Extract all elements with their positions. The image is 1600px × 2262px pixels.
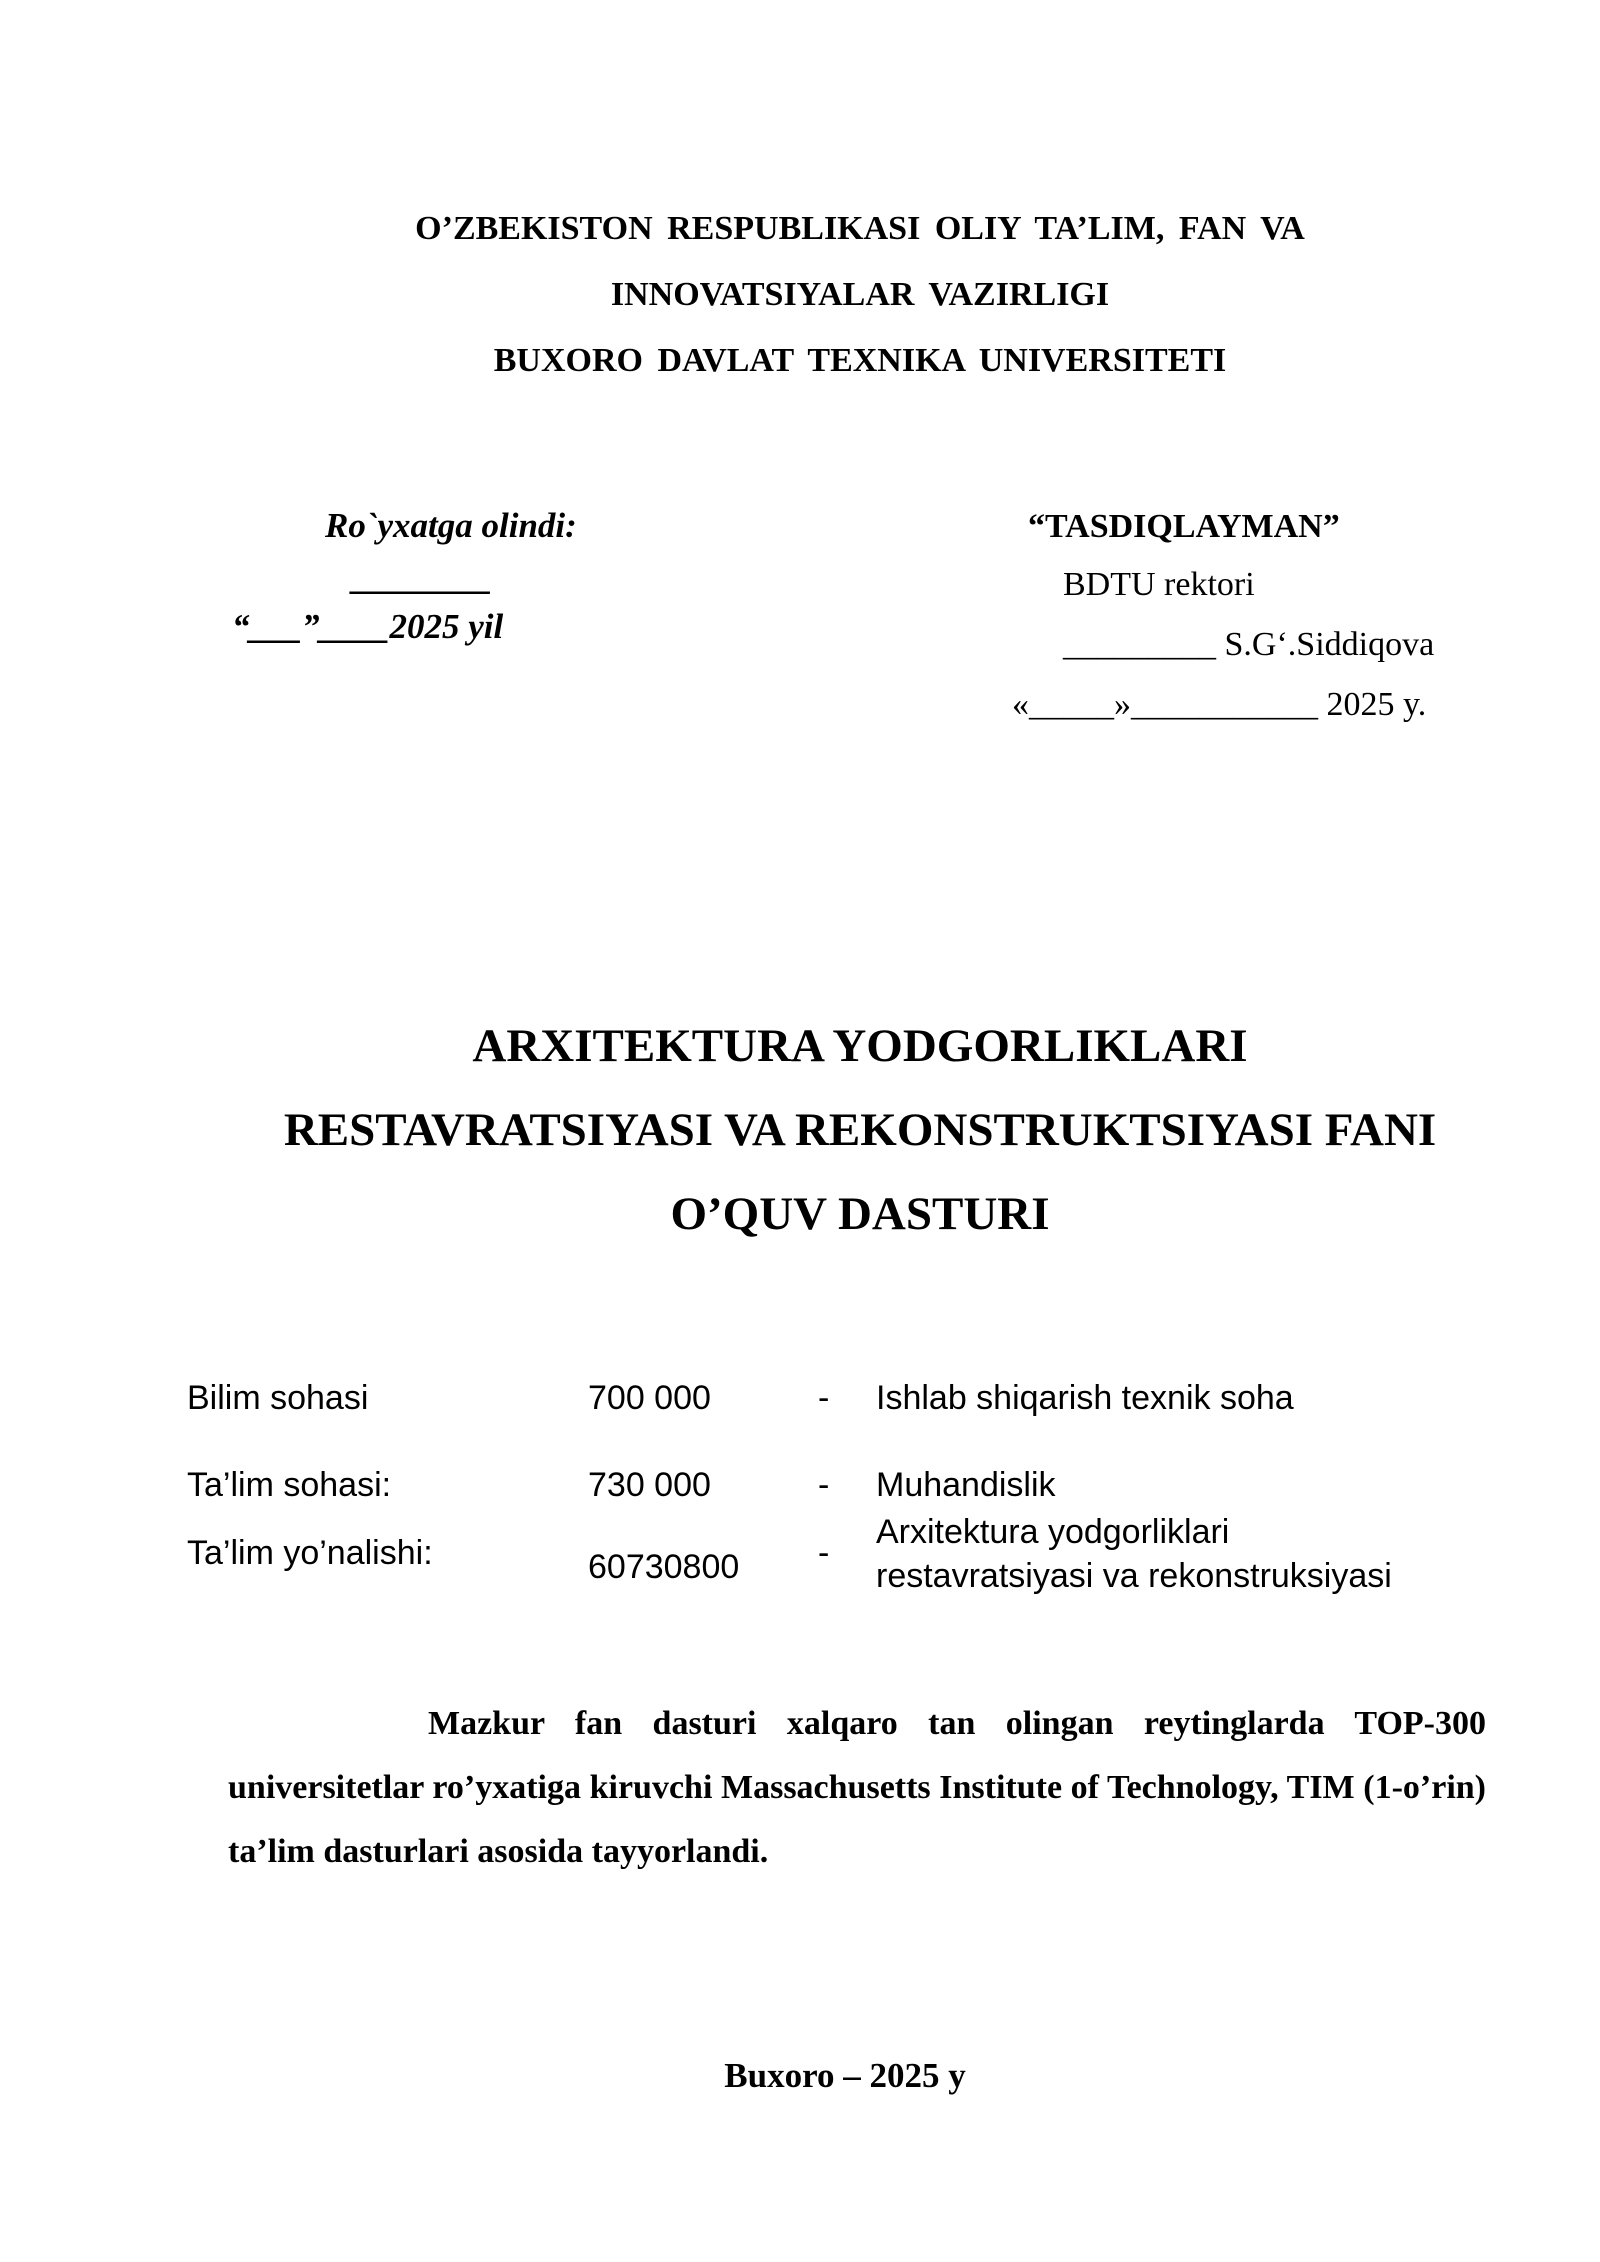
document-title [0,1004,1600,1256]
place-and-year: Buxoro – 2025 y [724,2056,966,2095]
info-label: Ta’lim yo’nalishi: [187,1534,433,1572]
approval-position: BDTU rektori [1063,566,1255,603]
registration-label: Ro`yxatga olindi: [325,506,577,545]
title-line-3: O’QUV DASTURI [670,1188,1050,1240]
registration-line: ________ [352,558,492,597]
registration-date: “___”____2025 yil [232,607,504,646]
approval-label: “TASDIQLAYMAN” [1028,508,1340,545]
approval-date: «_____»___________ 2025 y. [1012,686,1427,723]
info-value-line-1: Arxitektura yodgorliklari [876,1513,1230,1551]
ministry-line-2: INNOVATSIYALAR VAZIRLIGI [610,276,1110,313]
description-text: Mazkur fan dasturi xalqaro tan olingan reytinglarda TOP-300 universitetlar ro’yxatiga kiruvchi Massachusetts Institute of Technology, TIM (1-o’rin) ta’lim dasturlari asosida tayyorlandi. [228,1705,1486,1870]
program-description [228,1692,1486,1884]
info-value: Ishlab shiqarish texnik soha [876,1379,1294,1417]
info-dash: - [818,1534,830,1572]
info-dash: - [818,1379,830,1417]
info-label: Ta’lim sohasi: [187,1466,392,1504]
info-value: Muhandislik [876,1466,1056,1504]
info-code: 60730800 [588,1548,740,1586]
title-line-1: ARXITEKTURA YODGORLIKLARI [472,1020,1248,1072]
approval-signature: _________ S.G‘.Siddiqova [1063,626,1435,663]
info-value-line-2: restavratsiyasi va rekonstruksiyasi [876,1557,1392,1595]
university-name: BUXORO DAVLAT TEXNIKA UNIVERSITETI [493,342,1227,379]
info-dash: - [818,1466,830,1504]
ministry-header [0,196,1600,394]
ministry-line-1: O’ZBEKISTON RESPUBLIKASI OLIY TA’LIM, FAN VA [415,210,1305,247]
info-code: 700 000 [588,1379,711,1417]
info-code: 730 000 [588,1466,711,1504]
title-line-2: RESTAVRATSIYASI VA REKONSTRUKTSIYASI FANI [283,1104,1437,1156]
info-label: Bilim sohasi [187,1379,369,1417]
